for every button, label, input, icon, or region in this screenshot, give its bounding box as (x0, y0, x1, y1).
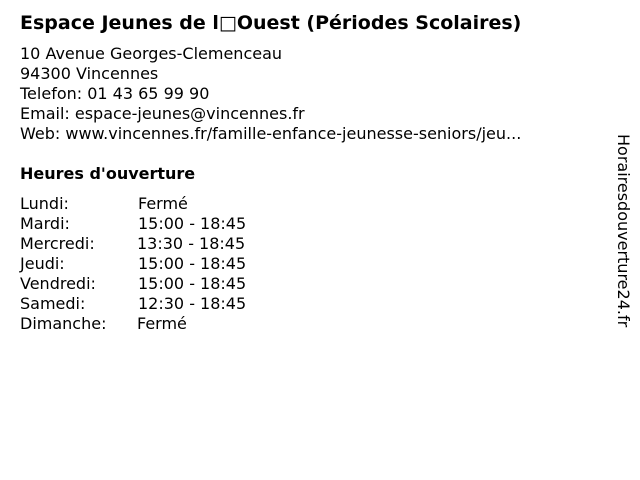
day-hours: Fermé (137, 314, 187, 333)
address-block (20, 44, 521, 144)
city: 94300 Vincennes (20, 64, 159, 83)
day-label: Mercredi: (20, 234, 95, 253)
day-label: Lundi: (20, 194, 69, 213)
opening-hours-table (20, 194, 246, 334)
day-hours: 15:00 - 18:45 (138, 274, 247, 293)
watermark (612, 134, 636, 374)
day-label: Samedi: (20, 294, 86, 313)
day-hours: 15:00 - 18:45 (138, 214, 247, 233)
opening-hours-heading: Heures d'ouverture (20, 164, 196, 183)
hours-row-lundi (20, 194, 246, 214)
hours-row-jeudi (20, 254, 246, 274)
day-label: Mardi: (20, 214, 70, 233)
hours-row-dimanche (20, 314, 246, 334)
day-hours: 13:30 - 18:45 (137, 234, 246, 253)
day-label: Jeudi: (20, 254, 65, 273)
hours-row-mercredi (20, 234, 246, 254)
watermark-text: Horairesdouverture24.fr (614, 134, 633, 328)
hours-row-samedi (20, 294, 246, 314)
phone: Telefon: 01 43 65 99 90 (20, 84, 210, 103)
hours-row-vendredi (20, 274, 246, 294)
street-address: 10 Avenue Georges-Clemenceau (20, 44, 283, 63)
hours-row-mardi (20, 214, 246, 234)
day-label: Vendredi: (20, 274, 96, 293)
day-hours: 15:00 - 18:45 (138, 254, 247, 273)
day-label: Dimanche: (20, 314, 107, 333)
day-hours: 12:30 - 18:45 (138, 294, 247, 313)
day-hours: Fermé (138, 194, 188, 213)
website: Web: www.vincennes.fr/famille-enfance-jeunesse-seniors/jeu... (20, 124, 522, 143)
email: Email: espace-jeunes@vincennes.fr (20, 104, 305, 123)
page-title: Espace Jeunes de l□Ouest (Périodes Scolaires) (20, 12, 522, 34)
